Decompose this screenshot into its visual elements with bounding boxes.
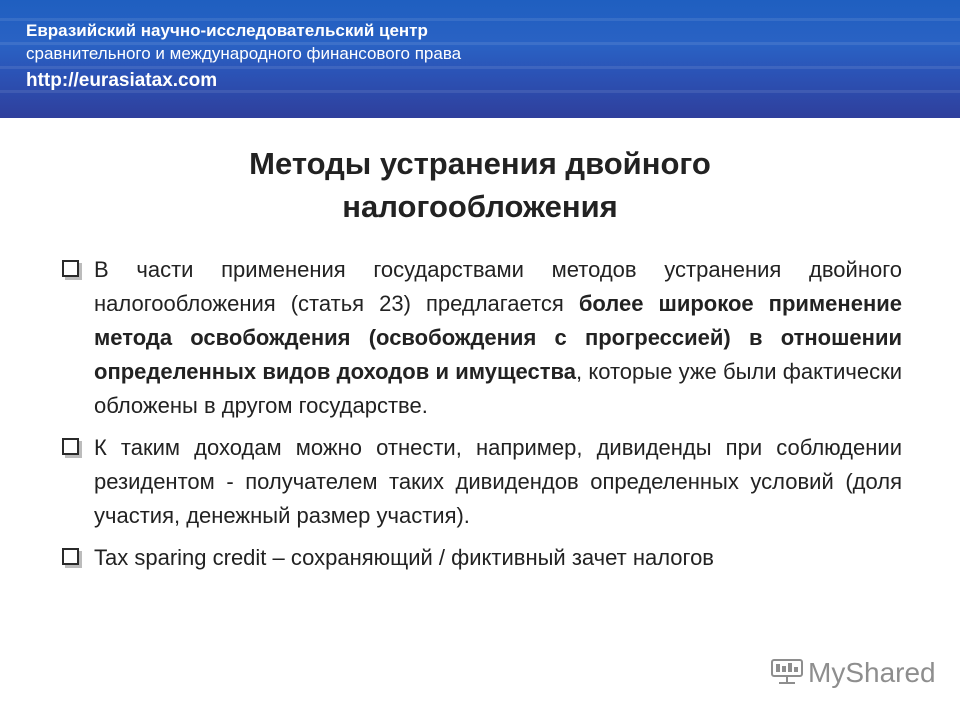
bullet-item	[60, 541, 902, 575]
bullet-text-bold: более широкое применение метода освобождения (освобождения с прогрессией) в отношении определенных видов доходов и имущества	[94, 291, 902, 384]
bullet-item	[60, 431, 902, 533]
slide-title: Методы устранения двойного налогообложения	[249, 146, 711, 224]
checkbox-bullet-icon	[62, 260, 79, 277]
bullet-item	[60, 253, 902, 423]
watermark-text: MyShared	[808, 657, 936, 688]
bullet-text	[94, 253, 902, 423]
bullet-text	[94, 431, 902, 533]
header-text-block	[26, 20, 461, 96]
org-url-link[interactable]: http://eurasiatax.com	[26, 70, 218, 91]
bullet-list	[60, 253, 902, 583]
checkbox-bullet-icon	[62, 438, 79, 455]
org-name-line2: сравнительного и международного финансового права	[26, 44, 462, 63]
bullet-text-part: Tax sparing credit – сохраняющий / фиктивный зачет налогов	[94, 545, 714, 570]
bullet-text	[94, 541, 902, 575]
bullet-text-part: К таким доходам можно отнести, например, дивиденды при соблюдении резидентом - получателем таких дивидендов определенных условий (доля участия, денежный размер участия).	[94, 435, 902, 528]
bullet-text-part: В части применения государствами методов устранения двойного налогообложения (статья 23) предлагается	[94, 257, 902, 316]
org-name-line1: Евразийский научно-исследовательский центр	[26, 21, 428, 40]
myshared-logo-icon	[770, 657, 804, 685]
header-banner	[0, 0, 960, 118]
checkbox-bullet-icon	[62, 548, 79, 565]
myshared-watermark	[770, 653, 936, 693]
bullet-text-part: , которые уже были фактически обложены в другом государстве.	[94, 359, 902, 418]
